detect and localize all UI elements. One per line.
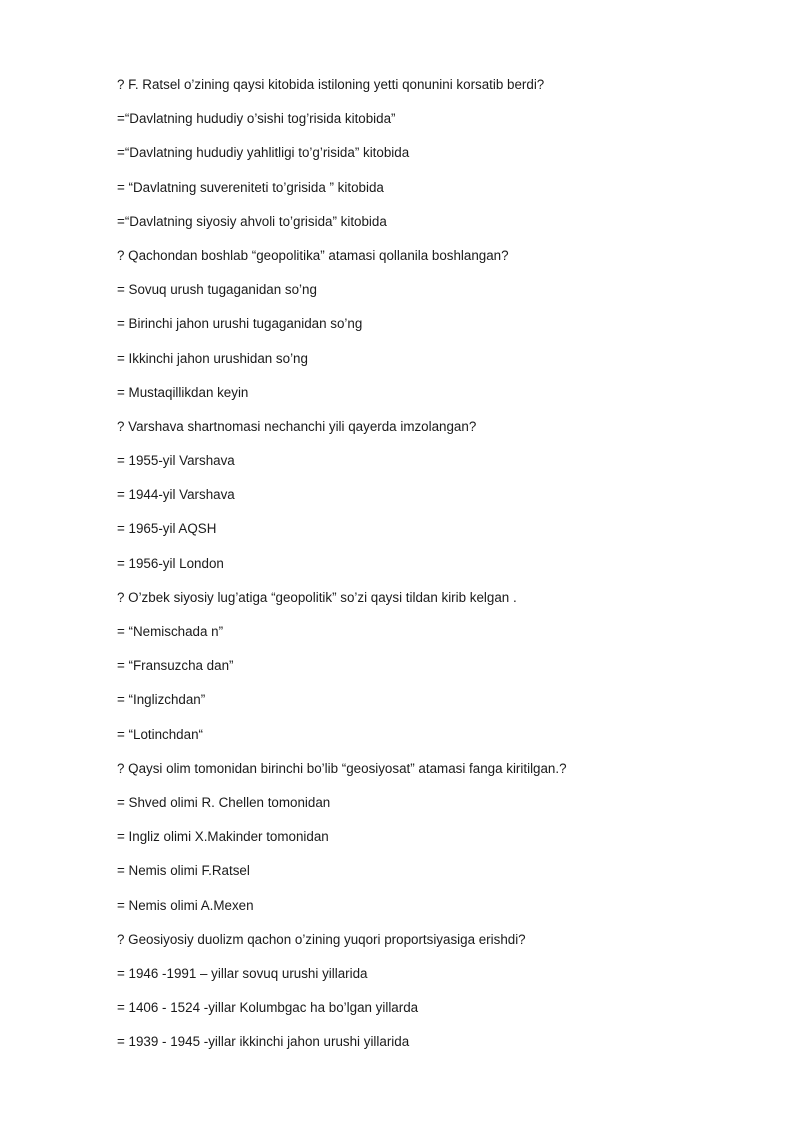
answer-line: = “Lotinchdan“ (117, 726, 203, 742)
answer-line: = “Fransuzcha dan” (117, 658, 234, 674)
answer-line: = 1944-yil Varshava (117, 487, 235, 503)
answer-line: = Sovuq urush tugaganidan so’ng (117, 282, 317, 298)
answer-line: =“Davlatning hududiy yahlitligi to’g’risida” kitobida (117, 145, 410, 161)
answer-line: = Nemis olimi A.Mexen (117, 897, 254, 913)
answer-line: =“Davlatning siyosiy ahvoli to’grisida” kitobida (117, 213, 387, 229)
question-line: ? Qachondan boshlab “geopolitika” atamasi qollanila boshlangan? (117, 247, 509, 263)
question-line: ? Varshava shartnomasi nechanchi yili qayerda imzolangan? (117, 418, 477, 434)
answer-line: = 1956-yil London (117, 555, 224, 571)
answer-line: = Mustaqillikdan keyin (117, 384, 249, 400)
answer-line: = Ikkinchi jahon urushidan so’ng (117, 350, 308, 366)
answer-line: = Shved olimi R. Chellen tomonidan (117, 794, 331, 810)
answer-line: = “Nemischada n” (117, 624, 224, 639)
question-list (117, 74, 757, 1065)
answer-line: = 1946 -1991 – yillar sovuq urushi yillarida (117, 965, 368, 981)
answer-line: = Ingliz olimi X.Makinder tomonidan (117, 829, 329, 845)
question-line: ? O’zbek siyosiy lug’atiga “geopolitik” so’zi qaysi tildan kirib kelgan . (117, 589, 517, 605)
answer-line: = 1939 - 1945 -yillar ikkinchi jahon urushi yillarida (117, 1034, 410, 1050)
answer-line: =“Davlatning hududiy o’sishi tog’risida kitobida” (117, 111, 396, 127)
answer-line: = 1955-yil Varshava (117, 453, 235, 469)
question-line: ? F. Ratsel o’zining qaysi kitobida istiloning yetti qonunini korsatib berdi? (117, 77, 545, 92)
answer-line: = Nemis olimi F.Ratsel (117, 863, 250, 879)
answer-line: = “Davlatning suvereniteti to’grisida ” kitobida (117, 179, 384, 195)
answer-line: = Birinchi jahon urushi tugaganidan so’ng (117, 316, 363, 332)
answer-line: = 1406 - 1524 -yillar Kolumbgac ha bo’lgan yillarda (117, 1000, 419, 1016)
answer-line: = “Inglizchdan” (117, 692, 206, 708)
question-line: ? Geosiyosiy duolizm qachon o’zining yuqori proportsiyasiga erishdi? (117, 931, 526, 947)
question-line: ? Qaysi olim tomonidan birinchi bo’lib “geosiyosat” atamasi fanga kiritilgan.? (117, 760, 567, 776)
answer-line: = 1965-yil AQSH (117, 521, 217, 537)
